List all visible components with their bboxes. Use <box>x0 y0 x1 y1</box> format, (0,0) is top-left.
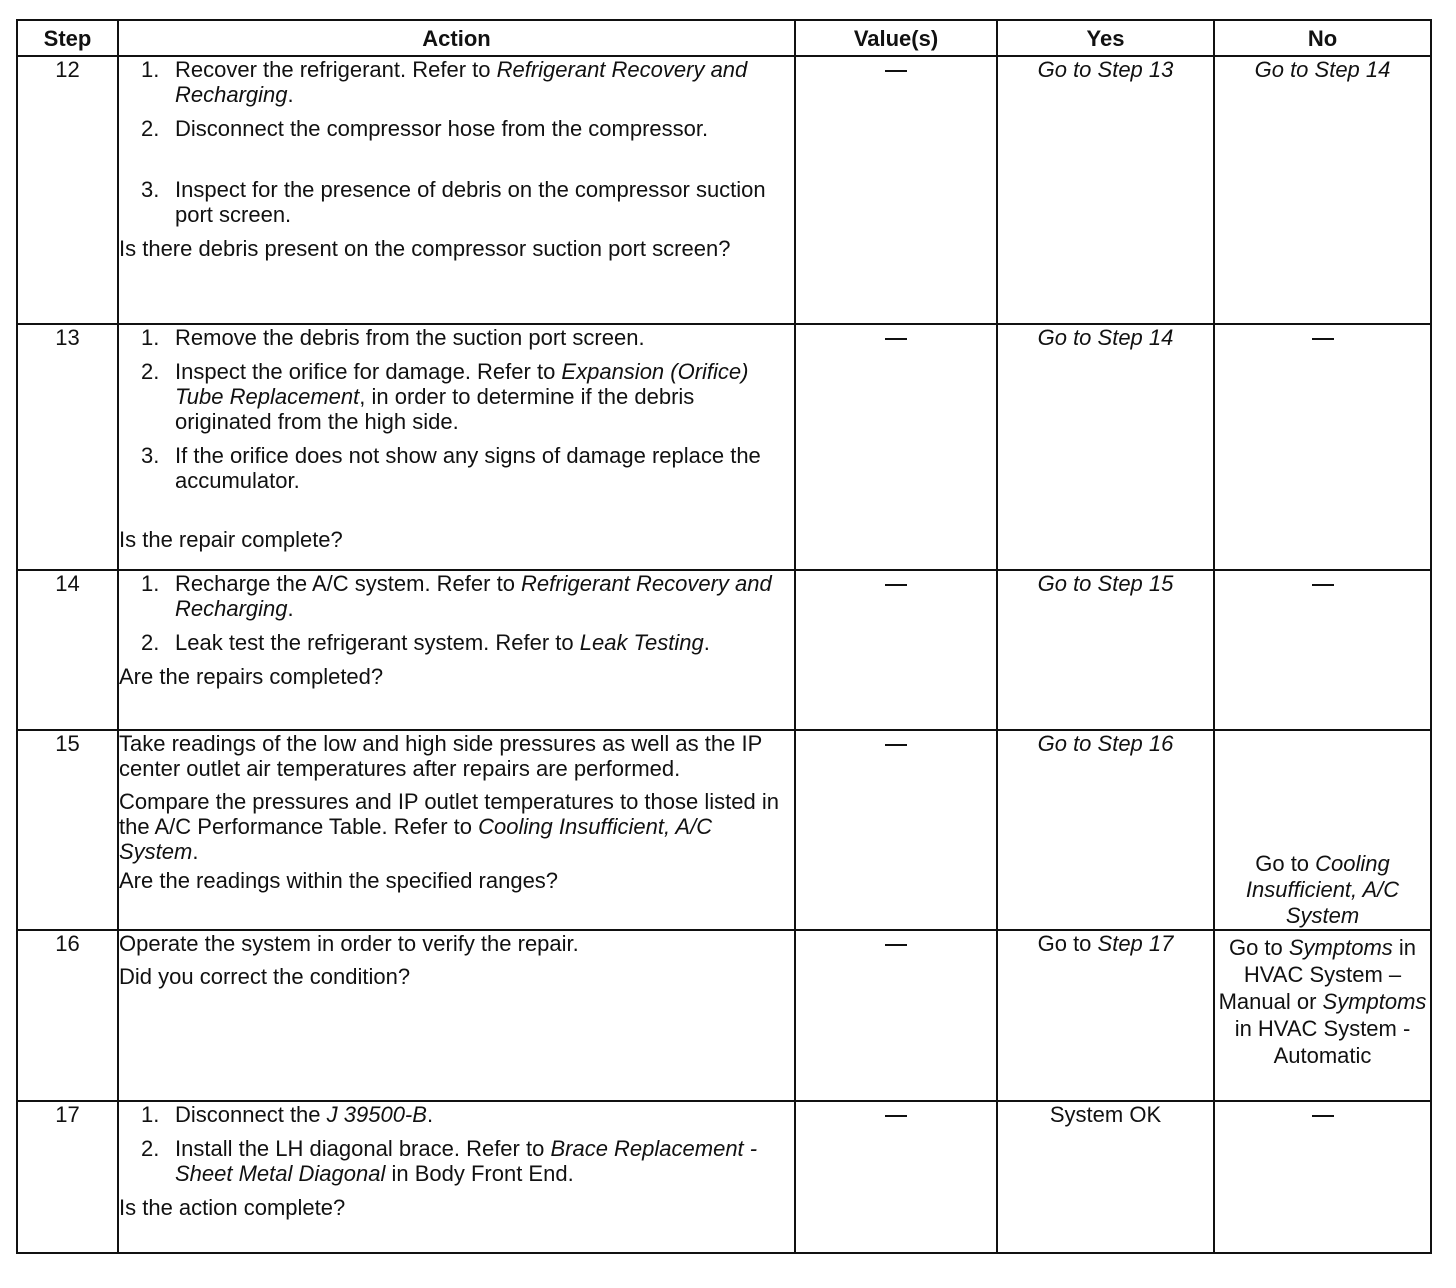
yes-cell: Go to Step 17 <box>997 930 1214 1101</box>
step-number: 16 <box>17 930 118 1101</box>
yes-text[interactable]: System OK <box>1049 1102 1162 1127</box>
step-number: 12 <box>17 56 118 324</box>
action-paragraph: Take readings of the low and high side pressures as well as the IP center outlet air temperatures after repairs are performed. <box>119 731 762 781</box>
diagnostic-table <box>16 19 1432 1254</box>
action-item: 2. Inspect the orifice for damage. Refer to Expansion (Orifice) Tube Replacement, in order to determine if the debris originated from the high side. <box>141 359 749 434</box>
action-item: 3. If the orifice does not show any signs of damage replace the accumulator. <box>141 443 761 493</box>
action-item: 2. Disconnect the compressor hose from the compressor. <box>141 116 709 141</box>
action-item: 2. Leak test the refrigerant system. Refer to Leak Testing. <box>141 630 710 655</box>
table-row-step-14 <box>17 570 1431 730</box>
reference-link[interactable]: Cooling Insufficient, A/C System <box>119 814 713 864</box>
yes-cell <box>997 730 1214 930</box>
action-cell <box>118 1101 795 1253</box>
step-number: 17 <box>17 1101 118 1253</box>
no-cell <box>1214 1101 1431 1253</box>
action-cell <box>118 570 795 730</box>
value-dash <box>885 1115 907 1117</box>
header-action: Action <box>118 20 795 56</box>
header-step: Step <box>17 20 118 56</box>
yes-link[interactable]: Go to Step 15 <box>1037 571 1174 596</box>
yes-link[interactable]: Go to Step 16 <box>1037 731 1174 756</box>
action-item: 1. Recharge the A/C system. Refer to Refrigerant Recovery and Recharging. <box>141 571 772 621</box>
action-item: 1. Remove the debris from the suction port screen. <box>141 325 645 350</box>
step-number: 15 <box>17 730 118 930</box>
yes-cell <box>997 56 1214 324</box>
reference-link[interactable]: Expansion (Orifice) Tube Replacement <box>175 359 749 409</box>
value-cell <box>795 930 997 1101</box>
value-cell <box>795 56 997 324</box>
value-dash <box>885 70 907 72</box>
no-link[interactable]: Cooling Insufficient, A/C System <box>1245 851 1400 928</box>
no-cell: Go to Symptoms in HVAC System – Manual or Symptoms in HVAC System - Automatic <box>1214 930 1431 1101</box>
reference-link[interactable]: Refrigerant Recovery and Recharging <box>175 57 748 107</box>
table-row-step-13 <box>17 324 1431 570</box>
yes-cell <box>997 570 1214 730</box>
yes-cell <box>997 324 1214 570</box>
no-link[interactable]: Go to Step 14 <box>1254 57 1391 82</box>
value-dash <box>885 338 907 340</box>
no-cell <box>1214 570 1431 730</box>
action-cell <box>118 730 795 930</box>
action-paragraph: Compare the pressures and IP outlet temperatures to those listed in the A/C Performance Table. Refer to Cooling Insufficient, A/C System. <box>119 789 779 864</box>
value-dash <box>885 744 907 746</box>
yes-link[interactable]: Step 17 <box>1097 931 1174 956</box>
action-question: Is the repair complete? <box>119 527 343 552</box>
no-cell: Go to Cooling Insufficient, A/C System <box>1214 730 1431 930</box>
no-link[interactable]: Symptoms <box>1288 935 1393 960</box>
no-cell <box>1214 324 1431 570</box>
header-yes: Yes <box>997 20 1214 56</box>
reference-link[interactable]: Leak Testing <box>579 630 704 655</box>
action-question: Did you correct the condition? <box>119 964 411 989</box>
action-cell <box>118 56 795 324</box>
no-cell <box>1214 56 1431 324</box>
yes-link[interactable]: Go to Step 13 <box>1037 57 1174 82</box>
yes-link[interactable]: Go to Step 14 <box>1037 325 1174 350</box>
value-dash <box>885 944 907 946</box>
action-item: 1. Disconnect the J 39500-B. <box>141 1102 434 1127</box>
action-paragraph: Operate the system in order to verify the repair. <box>119 931 579 956</box>
table-row-step-16 <box>17 930 1431 1101</box>
no-dash <box>1312 338 1334 340</box>
value-dash <box>885 584 907 586</box>
action-item: 2. Install the LH diagonal brace. Refer to Brace Replacement - Sheet Metal Diagonal in Body Front End. <box>141 1136 758 1186</box>
action-cell <box>118 324 795 570</box>
no-dash <box>1312 1115 1334 1117</box>
no-dash <box>1312 584 1334 586</box>
reference-link[interactable]: Refrigerant Recovery and Recharging <box>175 571 772 621</box>
action-question: Are the repairs completed? <box>119 664 384 689</box>
reference-link[interactable]: Brace Replacement - Sheet Metal Diagonal <box>175 1136 758 1186</box>
value-cell <box>795 570 997 730</box>
header-values: Value(s) <box>795 20 997 56</box>
header-row <box>17 20 1431 56</box>
action-cell <box>118 930 795 1101</box>
table-row-step-12 <box>17 56 1431 324</box>
value-cell <box>795 730 997 930</box>
value-cell <box>795 324 997 570</box>
yes-cell <box>997 1101 1214 1253</box>
value-cell <box>795 1101 997 1253</box>
action-item: 1. Recover the refrigerant. Refer to Refrigerant Recovery and Recharging. <box>141 57 748 107</box>
header-no: No <box>1214 20 1431 56</box>
table-row-step-17 <box>17 1101 1431 1253</box>
action-question: Is there debris present on the compressor suction port screen? <box>119 236 731 261</box>
no-link[interactable]: Symptoms <box>1322 989 1427 1014</box>
table-row-step-15 <box>17 730 1431 930</box>
action-item: 3. Inspect for the presence of debris on the compressor suction port screen. <box>141 177 766 227</box>
reference-link[interactable]: J 39500-B <box>326 1102 427 1127</box>
action-question: Are the readings within the specified ranges? <box>119 868 559 893</box>
action-question: Is the action complete? <box>119 1195 346 1220</box>
step-number: 14 <box>17 570 118 730</box>
step-number: 13 <box>17 324 118 570</box>
